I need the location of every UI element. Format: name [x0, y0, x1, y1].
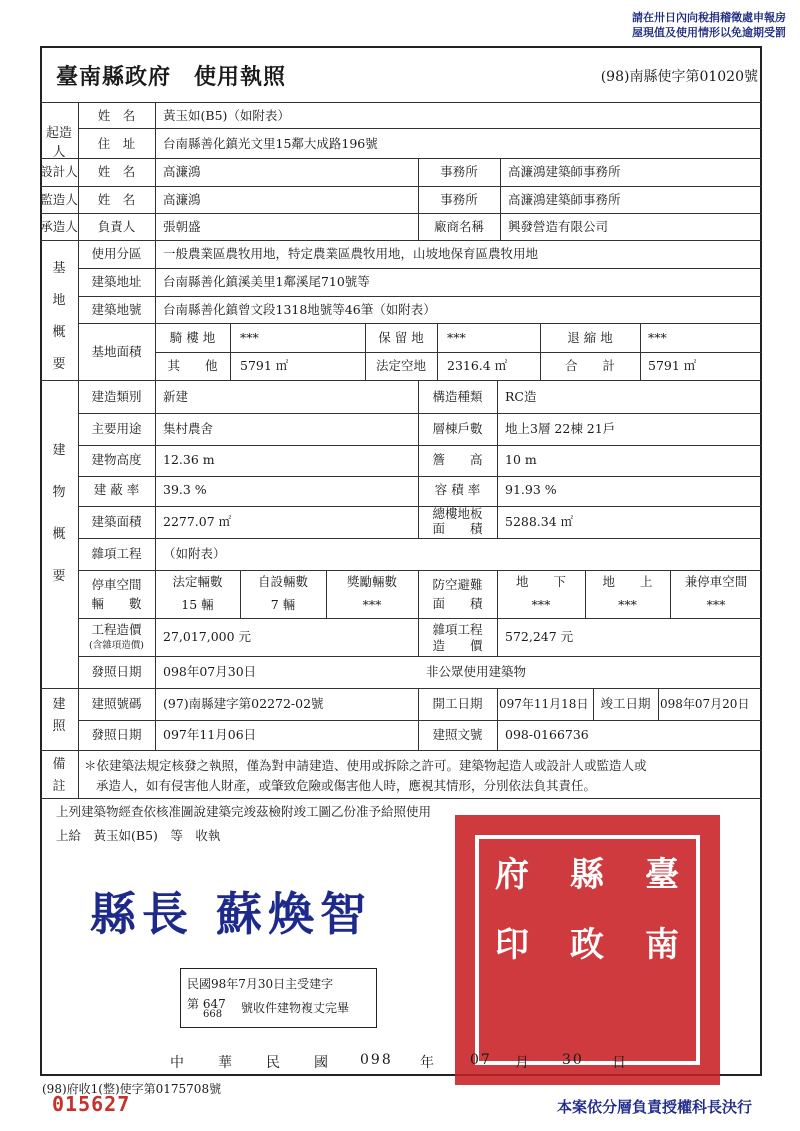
use-zone-label: 使用分區 — [91, 246, 142, 261]
above-ground-label: 地 上 — [602, 574, 653, 589]
coverage-label: 建 蔽 率 — [93, 482, 140, 497]
completion-date: 098年07月20日 — [660, 697, 750, 711]
basic-side-4: 要 — [52, 357, 66, 372]
stamp-number-a: 第 647 — [187, 997, 226, 1011]
supervisor-name: 高濂鴻 — [163, 192, 201, 207]
own-spaces: 7 輛 — [270, 597, 296, 612]
remarks-side-2: 註 — [52, 779, 66, 794]
build-category: 新建 — [163, 389, 189, 404]
designer-office-label: 事務所 — [440, 164, 478, 179]
seal-char-4: 政 — [570, 925, 604, 965]
supervisor-office-label: 事務所 — [440, 192, 478, 207]
lot-number: 台南縣善化鎮曾文段1318地號等46筆（如附表） — [163, 302, 436, 317]
date-day-unit: 日 — [612, 1055, 628, 1071]
building-side-4: 要 — [52, 569, 66, 584]
builder-name: 黃玉如(B5)（如附表） — [163, 108, 290, 123]
cost-label-2: (含雜項造價) — [89, 640, 144, 651]
main-use: 集村農舍 — [163, 421, 214, 436]
builder-group-label: 起造人 — [45, 126, 72, 160]
date-month-unit: 月 — [515, 1055, 531, 1071]
site-address: 台南縣善化鎮溪美里1鄰溪尾710號等 — [163, 274, 370, 289]
total-area-value: 5791 ㎡ — [648, 358, 697, 373]
remarks-line1: ＊依建築法規定核發之執照，僅為對申請建造、使用或拆除之許可。建築物起造人或設計人或監造人或 — [84, 758, 647, 773]
bonus-spaces-label: 獎勵輛數 — [346, 574, 397, 589]
joint-parking: *** — [706, 597, 726, 612]
supervisor-name-label: 姓 名 — [97, 192, 136, 207]
designer-office: 高濂鴻建築師事務所 — [508, 164, 621, 179]
stamp-line1: 民國98年7月30日主受建字 — [187, 977, 334, 991]
grant-line2: 上給 黃玉如(B5) 等 收執 — [56, 828, 221, 843]
floors-label: 層棟戶數 — [432, 421, 483, 436]
supervisor-group-label: 監造人 — [40, 192, 78, 207]
setback-value: *** — [648, 330, 667, 345]
permit-doc-no: 098-0166736 — [505, 727, 589, 742]
date-char-3: 民 — [266, 1055, 282, 1071]
date-year: 098 — [360, 1052, 393, 1068]
contractor-firm: 興發營造有限公司 — [508, 219, 609, 234]
completion-date-label: 竣工日期 — [600, 696, 651, 711]
arcade-label: 騎 樓 地 — [169, 330, 216, 345]
serial-number: 015627 — [52, 1092, 131, 1116]
designer-name: 高濂鴻 — [163, 164, 201, 179]
builder-name-label: 姓 名 — [97, 108, 136, 123]
cost-label-1: 工程造價 — [91, 622, 142, 637]
start-date-label: 開工日期 — [432, 696, 483, 711]
date-char-2: 華 — [218, 1055, 234, 1071]
shelter-label-2: 面 積 — [432, 596, 483, 611]
start-date: 097年11月18日 — [499, 697, 589, 711]
building-side-1: 建 — [52, 443, 66, 458]
tax-notice-line1: 請在卅日內向稅捐稽徵處申報房 — [632, 11, 786, 24]
remarks-side-label — [49, 754, 69, 798]
arcade-value: *** — [240, 330, 259, 345]
permit-doc-label: 建照文號 — [432, 727, 483, 742]
survey-stamp — [180, 968, 377, 1028]
contractor-group-label: 承造人 — [40, 219, 78, 234]
permit-no-label: 建照號碼 — [91, 696, 142, 711]
misc-work-label: 雜項工程 — [91, 546, 142, 561]
tax-notice — [632, 10, 786, 40]
authorization-note: 本案依分層負責授權科長決行 — [556, 1098, 752, 1116]
stamp-line2: 號收件建物複丈完畢 — [241, 1001, 350, 1015]
permit-issue-date: 097年11月06日 — [163, 727, 257, 742]
seal-char-1: 臺 — [645, 855, 679, 895]
building-area-label: 建築面積 — [91, 514, 142, 529]
build-category-label: 建造類別 — [91, 389, 142, 404]
coverage: 39.3 % — [163, 482, 207, 497]
builder-address-label: 住 址 — [97, 136, 136, 151]
site-area-label: 基地面積 — [91, 344, 142, 359]
permit-side-label — [49, 694, 69, 738]
building-side-3: 概 — [52, 527, 66, 542]
structure-label: 構造種類 — [432, 389, 483, 404]
above-ground: *** — [618, 597, 637, 612]
misc-cost-label-2: 造 價 — [432, 638, 483, 653]
footer-doc-number: (98)府收1(整)使字第0175708號 — [42, 1082, 222, 1096]
contractor-resp-label: 負責人 — [97, 219, 136, 234]
use-zone: 一般農業區農牧用地，特定農業區農牧用地，山坡地保育區農牧用地 — [163, 246, 539, 261]
stamp-number-b: 668 — [203, 1009, 223, 1020]
misc-cost: 572,247 元 — [505, 629, 574, 644]
date-month: 07 — [470, 1052, 492, 1068]
legal-open-space-value: 2316.4 ㎡ — [447, 358, 508, 373]
remarks-side-1: 備 — [52, 757, 66, 772]
designer-name-label: 姓 名 — [97, 164, 136, 179]
height-label: 建物高度 — [91, 452, 142, 467]
non-public-note: 非公眾使用建築物 — [426, 664, 527, 679]
remarks-line2: 承造人，如有侵害他人財產，或肇致危險或傷害他人時，應視其情形，分別依法負其責任。 — [96, 778, 597, 793]
official-seal — [455, 815, 720, 1085]
construction-cost: 27,017,000 元 — [163, 629, 252, 644]
own-spaces-label: 自設輛數 — [257, 574, 308, 589]
misc-work: （如附表） — [163, 546, 226, 561]
seal-char-2: 南 — [645, 925, 679, 965]
basic-side-label — [49, 258, 69, 376]
parking-label-2: 輛 數 — [91, 596, 142, 611]
mayor-signature: 縣長 蘇煥智 — [90, 887, 373, 941]
permit-issue-date-label: 發照日期 — [91, 727, 142, 742]
total-area-label: 合 計 — [564, 358, 615, 373]
use-issue-date: 098年07月30日 — [163, 664, 257, 679]
floor-area: 5288.34 ㎡ — [505, 514, 574, 529]
site-address-label: 建築地址 — [91, 274, 142, 289]
seal-char-3: 縣 — [570, 855, 604, 895]
reserved-label: 保 留 地 — [378, 330, 424, 345]
legal-spaces: 15 輛 — [181, 597, 214, 612]
basic-side-3: 概 — [52, 325, 66, 340]
bonus-spaces: *** — [362, 597, 382, 612]
legal-open-space-label: 法定空地 — [375, 358, 426, 373]
below-ground: *** — [531, 597, 551, 612]
basic-side-2: 地 — [52, 293, 66, 308]
shelter-label-1: 防空避難 — [432, 577, 483, 592]
seal-char-5: 府 — [495, 855, 529, 895]
lot-number-label: 建築地號 — [91, 302, 142, 317]
tax-notice-line2: 屋現值及使用情形以免逾期受罰 — [632, 26, 786, 39]
date-year-unit: 年 — [420, 1055, 436, 1071]
misc-cost-label-1: 雜項工程 — [432, 622, 483, 637]
permit-side-2: 照 — [52, 719, 66, 734]
document-title: 臺南縣政府 使用執照 — [56, 64, 287, 90]
permit-side-1: 建 — [52, 697, 66, 712]
main-use-label: 主要用途 — [91, 421, 142, 436]
date-day: 30 — [562, 1052, 584, 1068]
permit-number: (98)南縣使字第01020號 — [600, 69, 758, 85]
floors: 地上3層 22棟 21戶 — [505, 421, 616, 436]
date-char-4: 國 — [314, 1055, 330, 1071]
date-char-1: 中 — [170, 1055, 186, 1071]
far-label: 容 積 率 — [434, 482, 481, 497]
construction-permit-no: (97)南縣建字第02272-02號 — [163, 696, 324, 711]
legal-spaces-label: 法定輛數 — [172, 574, 223, 589]
building-area: 2277.07 ㎡ — [163, 514, 232, 529]
other-area-label: 其 他 — [167, 358, 218, 373]
other-area-value: 5791 ㎡ — [240, 358, 289, 373]
contractor-resp: 張朝盛 — [163, 219, 201, 234]
height: 12.36 m — [163, 452, 215, 467]
builder-address: 台南縣善化鎮光文里15鄰大成路196號 — [163, 136, 378, 151]
eave-height: 10 m — [505, 452, 537, 467]
floor-area-label-2: 面 積 — [432, 521, 483, 536]
building-side-2: 物 — [52, 485, 66, 500]
floor-area-label-1: 總樓地板 — [432, 506, 483, 521]
far: 91.93 % — [505, 482, 557, 497]
reserved-value: *** — [447, 330, 466, 345]
parking-label-1: 停車空間 — [91, 577, 142, 592]
structure: RC造 — [505, 389, 537, 404]
below-ground-label: 地 下 — [515, 574, 566, 589]
setback-label: 退 縮 地 — [567, 330, 613, 345]
basic-side-1: 基 — [52, 261, 66, 276]
designer-group-label: 設計人 — [40, 164, 78, 179]
building-side-label — [49, 440, 69, 588]
use-issue-date-label: 發照日期 — [91, 664, 142, 679]
seal-char-6: 印 — [495, 925, 529, 965]
eave-height-label: 簷 高 — [432, 452, 483, 467]
supervisor-office: 高濂鴻建築師事務所 — [508, 192, 621, 207]
contractor-firm-label: 廠商名稱 — [433, 219, 484, 234]
joint-parking-label: 兼停車空間 — [684, 574, 748, 589]
grant-line1: 上列建築物經查依核准圖說建築完竣茲檢附竣工圖乙份准予給照使用 — [56, 804, 432, 819]
